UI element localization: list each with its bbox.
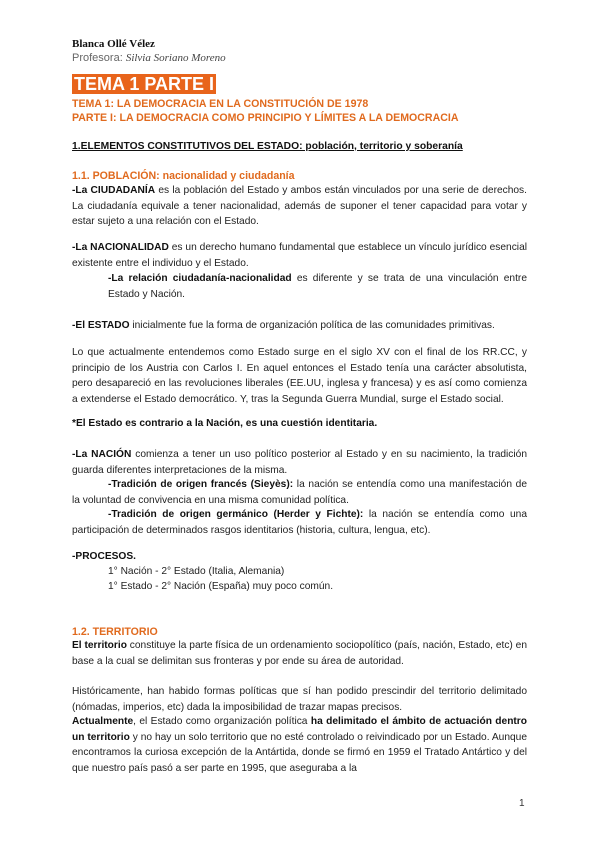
- term-estado: -El ESTADO: [72, 320, 130, 331]
- text-tradicion-germanica: la nación se entendía como una participación de determinados rasgos identitarios (historia, cultura, lengua, etc).: [72, 509, 527, 536]
- paragraph-ciudadania: [72, 183, 527, 230]
- text-relacion: es diferente y se trata de una vinculación entre Estado y Nación.: [108, 273, 527, 300]
- professor-name: Silvia Soriano Moreno: [125, 52, 226, 64]
- professor-line: [72, 52, 226, 64]
- paragraph-nacion: [72, 447, 527, 478]
- paragraph-tradicion-francesa: [72, 477, 527, 508]
- text-actualmente-1: , el Estado como organización política: [133, 716, 311, 727]
- term-nacion: -La NACIÓN: [72, 449, 132, 460]
- paragraph-estado: [72, 318, 527, 334]
- page-number: 1: [519, 798, 525, 809]
- paragraph-estado-historia: Lo que actualmente entendemos como Estado surge en el siglo XV con el final de los RR.CC, y principio de los Austria con Carlos I. En aquel entonces el Estado tenía una carácter absolutista, pero desapareció en las revoluciones liberales (EE.UU, inglesa y francesa) y es así como comienza a extenderse el Estado democrático. Y, tras la Segunda Guerra Mundial, surge el Estado social.: [72, 347, 527, 405]
- page-title: TEMA 1 PARTE I: [74, 74, 215, 94]
- professor-label: Profesora:: [72, 52, 123, 64]
- paragraph-tradicion-germanica: [72, 507, 527, 538]
- paragraph-territorio: [72, 638, 527, 669]
- text-territorio: constituye la parte física de un ordenamiento sociopolítico (país, nación, Estado, etc) en base a la cual se delimitan sus fronteras y por ende su área de autoridad.: [72, 640, 527, 667]
- text-actualmente-2: y no hay un solo territorio que no esté controlado o reivindicado por un Estado. Aunque encontramos la curiosa excepción de la Antártida, donde se firmó en 1959 el Tratado Antártico y del que nuestro país pasó a ser parte en 1995, que aseguraba a la: [72, 731, 527, 774]
- paragraph-relacion: [108, 271, 527, 302]
- text-estado: inicialmente fue la forma de organización política de las comunidades primitivas.: [129, 320, 495, 331]
- term-territorio: El territorio: [72, 640, 127, 651]
- subsection-heading-territorio: 1.2. TERRITORIO: [72, 626, 158, 638]
- subtitle-topic: TEMA 1: LA DEMOCRACIA EN LA CONSTITUCIÓN DE 1978: [72, 98, 369, 110]
- paragraph-nacionalidad: [72, 240, 527, 271]
- text-ciudadania: es la población del Estado y ambos están vinculados por una serie de derechos. La ciudadanía equivale a tener nacionalidad, además de suponer el tener capacidad para votar y estar sujeto a una relación con el Estado.: [72, 185, 527, 227]
- author-name: Blanca Ollé Vélez: [72, 38, 155, 50]
- paragraph-actualmente: [72, 714, 527, 776]
- term-ciudadania: -La CIUDADANÍA: [72, 185, 156, 196]
- text-actualmente-bold: ha delimitado el ámbito de actuación dentro un territorio: [72, 716, 527, 743]
- proceso-1: 1° Nación - 2° Estado (Italia, Alemania): [108, 566, 285, 577]
- text-tradicion-francesa: la nación se entendía como una manifestación de la voluntad de convivencia en una misma comunidad política.: [72, 479, 528, 506]
- text-nacion: comienza a tener un uso político posterior al Estado y en su nacimiento, la tradición guarda diferentes interpretaciones de la misma.: [72, 449, 527, 476]
- subtitle-part: PARTE I: LA DEMOCRACIA COMO PRINCIPIO Y LÍMITES A LA DEMOCRACIA: [72, 112, 459, 124]
- term-nacionalidad: -La NACIONALIDAD: [72, 242, 169, 253]
- subsection-heading-poblacion: 1.1. POBLACIÓN: nacionalidad y ciudadanía: [72, 170, 295, 182]
- procesos-heading: -PROCESOS.: [72, 551, 136, 562]
- term-relacion: -La relación ciudadanía-nacionalidad: [108, 273, 292, 284]
- paragraph-historicamente: Históricamente, han habido formas políticas que sí han podido prescindir del territorio delimitado (nómadas, imperios, etc) dada la imposibilidad de trazar mapas precisos.: [72, 686, 527, 713]
- proceso-2: 1° Estado - 2° Nación (España) muy poco común.: [108, 581, 334, 592]
- note-estado-nacion: *El Estado es contrario a la Nación, es una cuestión identitaria.: [72, 418, 378, 429]
- text-nacionalidad: es un derecho humano fundamental que establece un vínculo jurídico esencial existente entre el individuo y el Estado.: [72, 242, 527, 269]
- section-heading: 1.ELEMENTOS CONSTITUTIVOS DEL ESTADO: población, territorio y soberanía: [72, 141, 463, 152]
- term-actualmente: Actualmente: [72, 716, 134, 727]
- term-tradicion-germanica: -Tradición de origen germánico (Herder y Fichte):: [108, 509, 364, 520]
- term-tradicion-francesa: -Tradición de origen francés (Sieyès):: [108, 479, 294, 490]
